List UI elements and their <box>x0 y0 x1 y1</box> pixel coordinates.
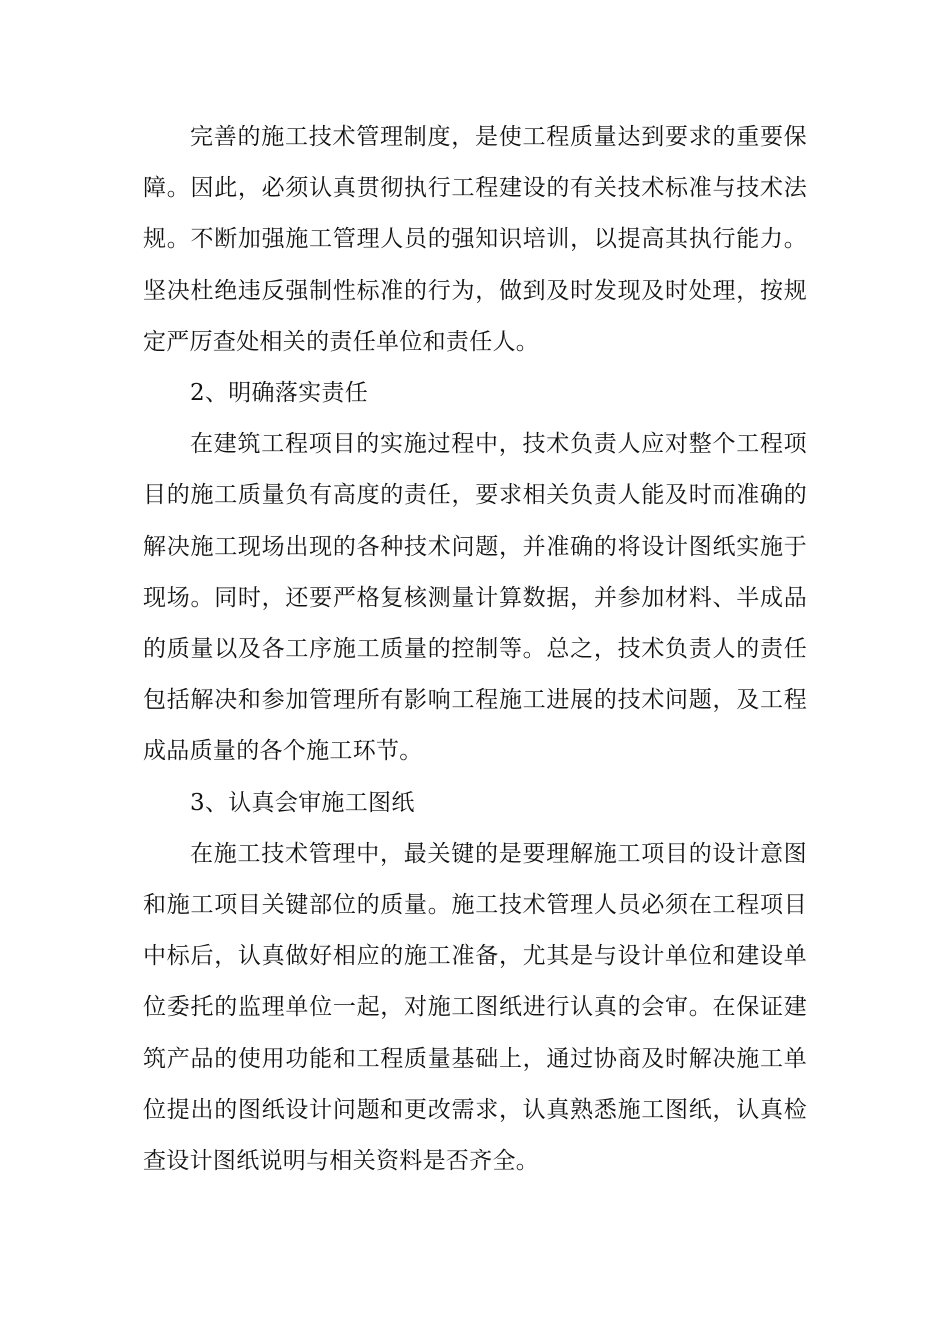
document-body <box>143 112 807 1187</box>
section-heading-responsibility: 2、明确落实责任 <box>190 380 369 407</box>
section-heading-drawing-review: 3、认真会审施工图纸 <box>190 789 415 816</box>
paragraph-responsibility: 在建筑工程项目的实施过程中，技术负责人应对整个工程项目的施工质量负有高度的责任，要求相关负责人能及时而准确的解决施工现场出现的各种技术问题，并准确的将设计图纸实施于现场。同时，还要严格复核测量计算数据，并参加材料、半成品的质量以及各工序施工质量的控制等。总之，技术负责人的责任包括解决和参加管理所有影响工程施工进展的技术问题，及工程成品质量的各个施工环节。 <box>143 431 807 765</box>
paragraph-drawing-review: 在施工技术管理中，最关键的是要理解施工项目的设计意图和施工项目关键部位的质量。施工技术管理人员必须在工程项目中标后，认真做好相应的施工准备，尤其是与设计单位和建设单位委托的监理单位一起，对施工图纸进行认真的会审。在保证建筑产品的使用功能和工程质量基础上，通过协商及时解决施工单位提出的图纸设计问题和更改需求，认真熟悉施工图纸，认真检查设计图纸说明与相关资料是否齐全。 <box>143 840 807 1175</box>
paragraph-management-system: 完善的施工技术管理制度，是使工程质量达到要求的重要保障。因此，必须认真贯彻执行工程建设的有关技术标准与技术法规。不断加强施工管理人员的强知识培训，以提高其执行能力。坚决杜绝违反强制性标准的行为，做到及时发现及时处理，按规定严厉查处相关的责任单位和责任人。 <box>143 124 807 355</box>
